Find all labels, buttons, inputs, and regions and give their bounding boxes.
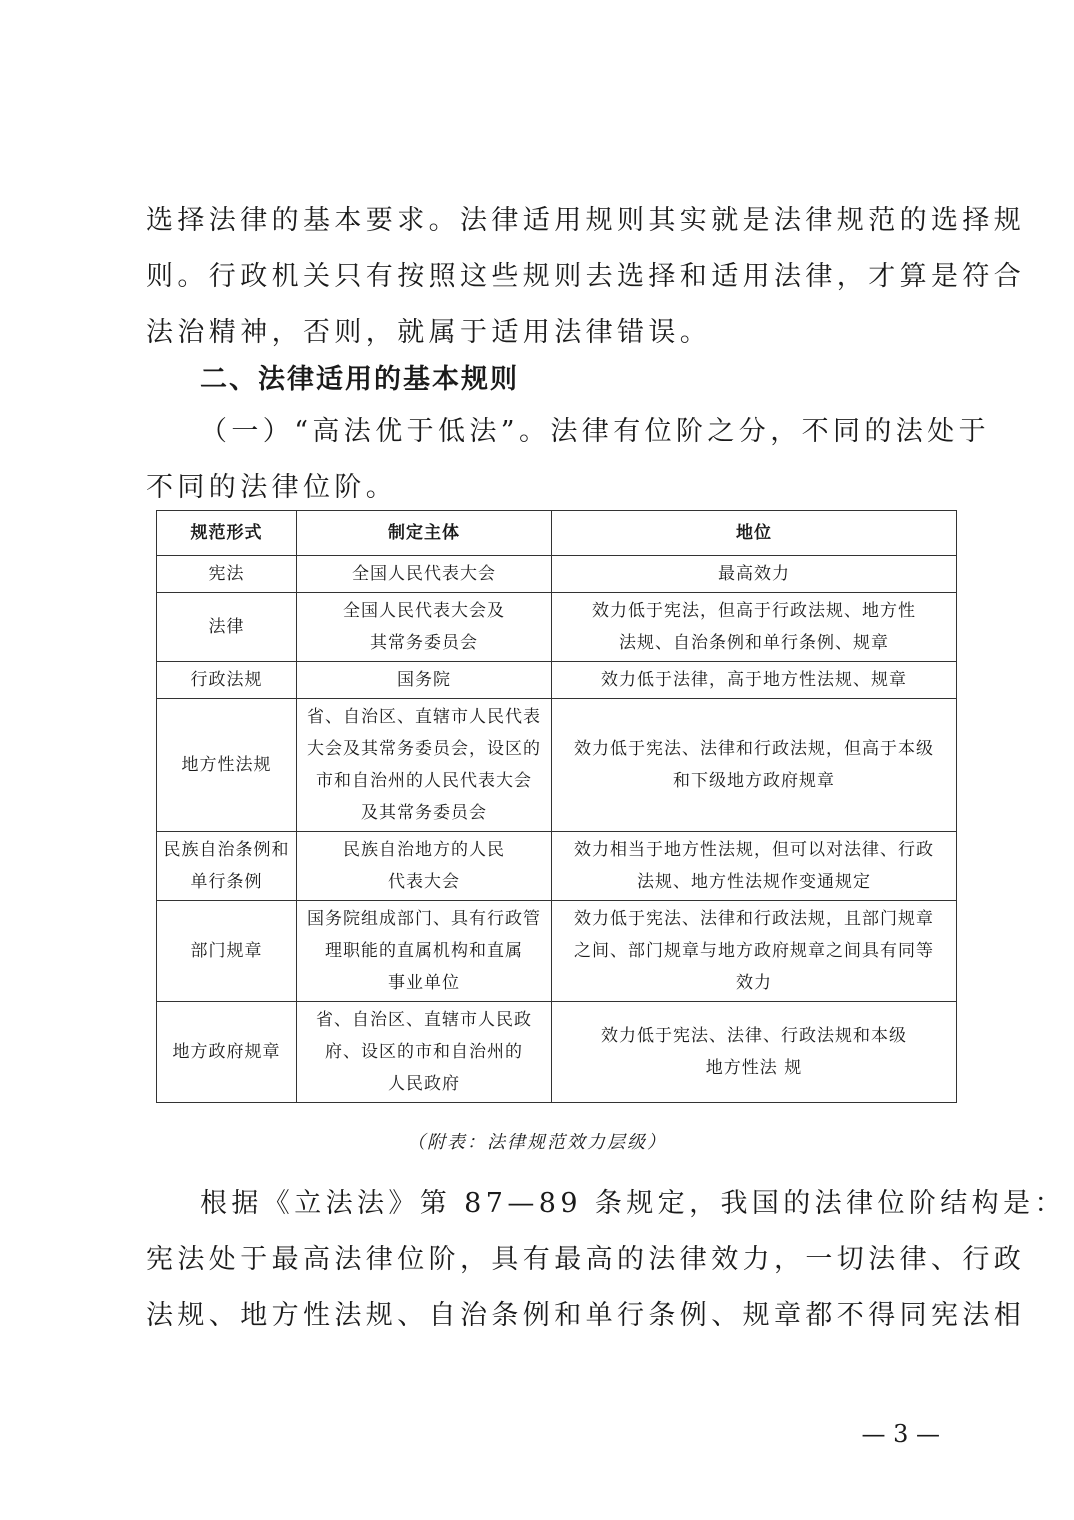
table-row bbox=[157, 901, 957, 1002]
cell-maker bbox=[297, 699, 552, 832]
cell-line: 市和自治州的人民代表大会 bbox=[316, 771, 532, 791]
paragraph-top bbox=[146, 193, 1026, 361]
cell-maker bbox=[297, 556, 552, 593]
law-hierarchy-table bbox=[156, 510, 957, 1103]
cell-line: 地方性法 规 bbox=[705, 1058, 803, 1078]
cell-line: 效力低于宪法、法律和行政法规，但高于本级 bbox=[574, 739, 934, 759]
cell-line: 民族自治条例和 bbox=[163, 840, 290, 860]
cell-status bbox=[552, 832, 957, 901]
text-line: （一）“高法优于低法”。法律有位阶之分，不同的法处于 bbox=[200, 416, 991, 447]
cell-line: 全国人民代表大会 bbox=[352, 564, 496, 584]
table-row bbox=[157, 556, 957, 593]
cell-line: 全国人民代表大会及 bbox=[343, 601, 505, 621]
cell-maker bbox=[297, 593, 552, 662]
cell-line: 效力 bbox=[736, 973, 772, 993]
text-line: 根据《立法法》第 87—89 条规定，我国的法律位阶结构是： bbox=[200, 1188, 1066, 1219]
cell-line: 地方性法规 bbox=[181, 755, 272, 775]
column-header-status: 地位 bbox=[552, 511, 957, 556]
text-line: 宪法处于最高法律位阶，具有最高的法律效力，一切法律、行政 bbox=[146, 1244, 1026, 1275]
cell-line: 法规、地方性法规作变通规定 bbox=[637, 872, 871, 892]
cell-maker bbox=[297, 832, 552, 901]
cell-line: 代表大会 bbox=[388, 872, 460, 892]
table-row bbox=[157, 593, 957, 662]
cell-form bbox=[157, 662, 297, 699]
cell-line: 效力低于宪法、法律和行政法规，且部门规章 bbox=[574, 909, 934, 929]
column-header-maker: 制定主体 bbox=[297, 511, 552, 556]
cell-line: 大会及其常务委员会，设区的 bbox=[307, 739, 541, 759]
cell-line: 省、自治区、直辖市人民代表 bbox=[307, 707, 541, 727]
cell-status bbox=[552, 699, 957, 832]
cell-line: 法律 bbox=[208, 617, 245, 637]
text-line: 法规、地方性法规、自治条例和单行条例、规章都不得同宪法相 bbox=[146, 1300, 1026, 1331]
text-line: 法治精神，否则，就属于适用法律错误。 bbox=[146, 317, 712, 348]
cell-line: 省、自治区、直辖市人民政 bbox=[316, 1010, 532, 1030]
table-header-row bbox=[157, 511, 957, 556]
cell-line: 行政法规 bbox=[190, 670, 263, 690]
cell-line: 国务院组成部门、具有行政管 bbox=[307, 909, 541, 929]
column-header-form: 规范形式 bbox=[157, 511, 297, 556]
cell-status bbox=[552, 901, 957, 1002]
cell-line: 法规、自治条例和单行条例、规章 bbox=[619, 633, 889, 653]
cell-line: 效力低于法律，高于地方性法规、规章 bbox=[601, 670, 907, 690]
cell-maker bbox=[297, 1002, 552, 1103]
cell-line: 人民政府 bbox=[388, 1074, 460, 1094]
page-number: — 3 — bbox=[861, 1420, 940, 1448]
table-row bbox=[157, 699, 957, 832]
cell-line: 民族自治地方的人民 bbox=[343, 840, 505, 860]
cell-line: 效力低于宪法，但高于行政法规、地方性 bbox=[592, 601, 916, 621]
table-row bbox=[157, 1002, 957, 1103]
text-line: 选择法律的基本要求。法律适用规则其实就是法律规范的选择规 bbox=[146, 205, 1026, 236]
cell-line: 国务院 bbox=[397, 670, 451, 690]
cell-line: 地方政府规章 bbox=[172, 1042, 281, 1062]
cell-status bbox=[552, 556, 957, 593]
cell-line: 和下级地方政府规章 bbox=[673, 771, 835, 791]
cell-form bbox=[157, 832, 297, 901]
cell-line: 府、设区的市和自治州的 bbox=[325, 1042, 523, 1062]
paragraph-rule-1 bbox=[146, 404, 991, 516]
cell-form bbox=[157, 699, 297, 832]
cell-line: 效力低于宪法、法律、行政法规和本级 bbox=[601, 1026, 907, 1046]
cell-line: 其常务委员会 bbox=[370, 633, 478, 653]
cell-line: 部门规章 bbox=[190, 941, 263, 961]
text-line: 则。行政机关只有按照这些规则去选择和适用法律，才算是符合 bbox=[146, 261, 1026, 292]
cell-line: 效力相当于地方性法规，但可以对法律、行政 bbox=[574, 840, 934, 860]
cell-status bbox=[552, 662, 957, 699]
table-caption: （附表：法律规范效力层级） bbox=[407, 1132, 667, 1153]
cell-line: 理职能的直属机构和直属 bbox=[325, 941, 523, 961]
paragraph-bottom bbox=[146, 1176, 1066, 1344]
cell-maker bbox=[297, 901, 552, 1002]
cell-status bbox=[552, 593, 957, 662]
cell-line: 之间、部门规章与地方政府规章之间具有同等 bbox=[574, 941, 934, 961]
cell-form bbox=[157, 901, 297, 1002]
cell-status bbox=[552, 1002, 957, 1103]
cell-line: 单行条例 bbox=[190, 872, 263, 892]
cell-line: 宪法 bbox=[208, 564, 245, 584]
cell-maker bbox=[297, 662, 552, 699]
cell-line: 最高效力 bbox=[718, 564, 790, 584]
table-row bbox=[157, 832, 957, 901]
cell-line: 事业单位 bbox=[388, 973, 460, 993]
cell-form bbox=[157, 593, 297, 662]
text-line: 不同的法律位阶。 bbox=[146, 472, 398, 503]
table-row bbox=[157, 662, 957, 699]
section-heading: 二、法律适用的基本规则 bbox=[200, 364, 519, 395]
cell-form bbox=[157, 1002, 297, 1103]
cell-line: 及其常务委员会 bbox=[361, 803, 487, 823]
cell-form bbox=[157, 556, 297, 593]
